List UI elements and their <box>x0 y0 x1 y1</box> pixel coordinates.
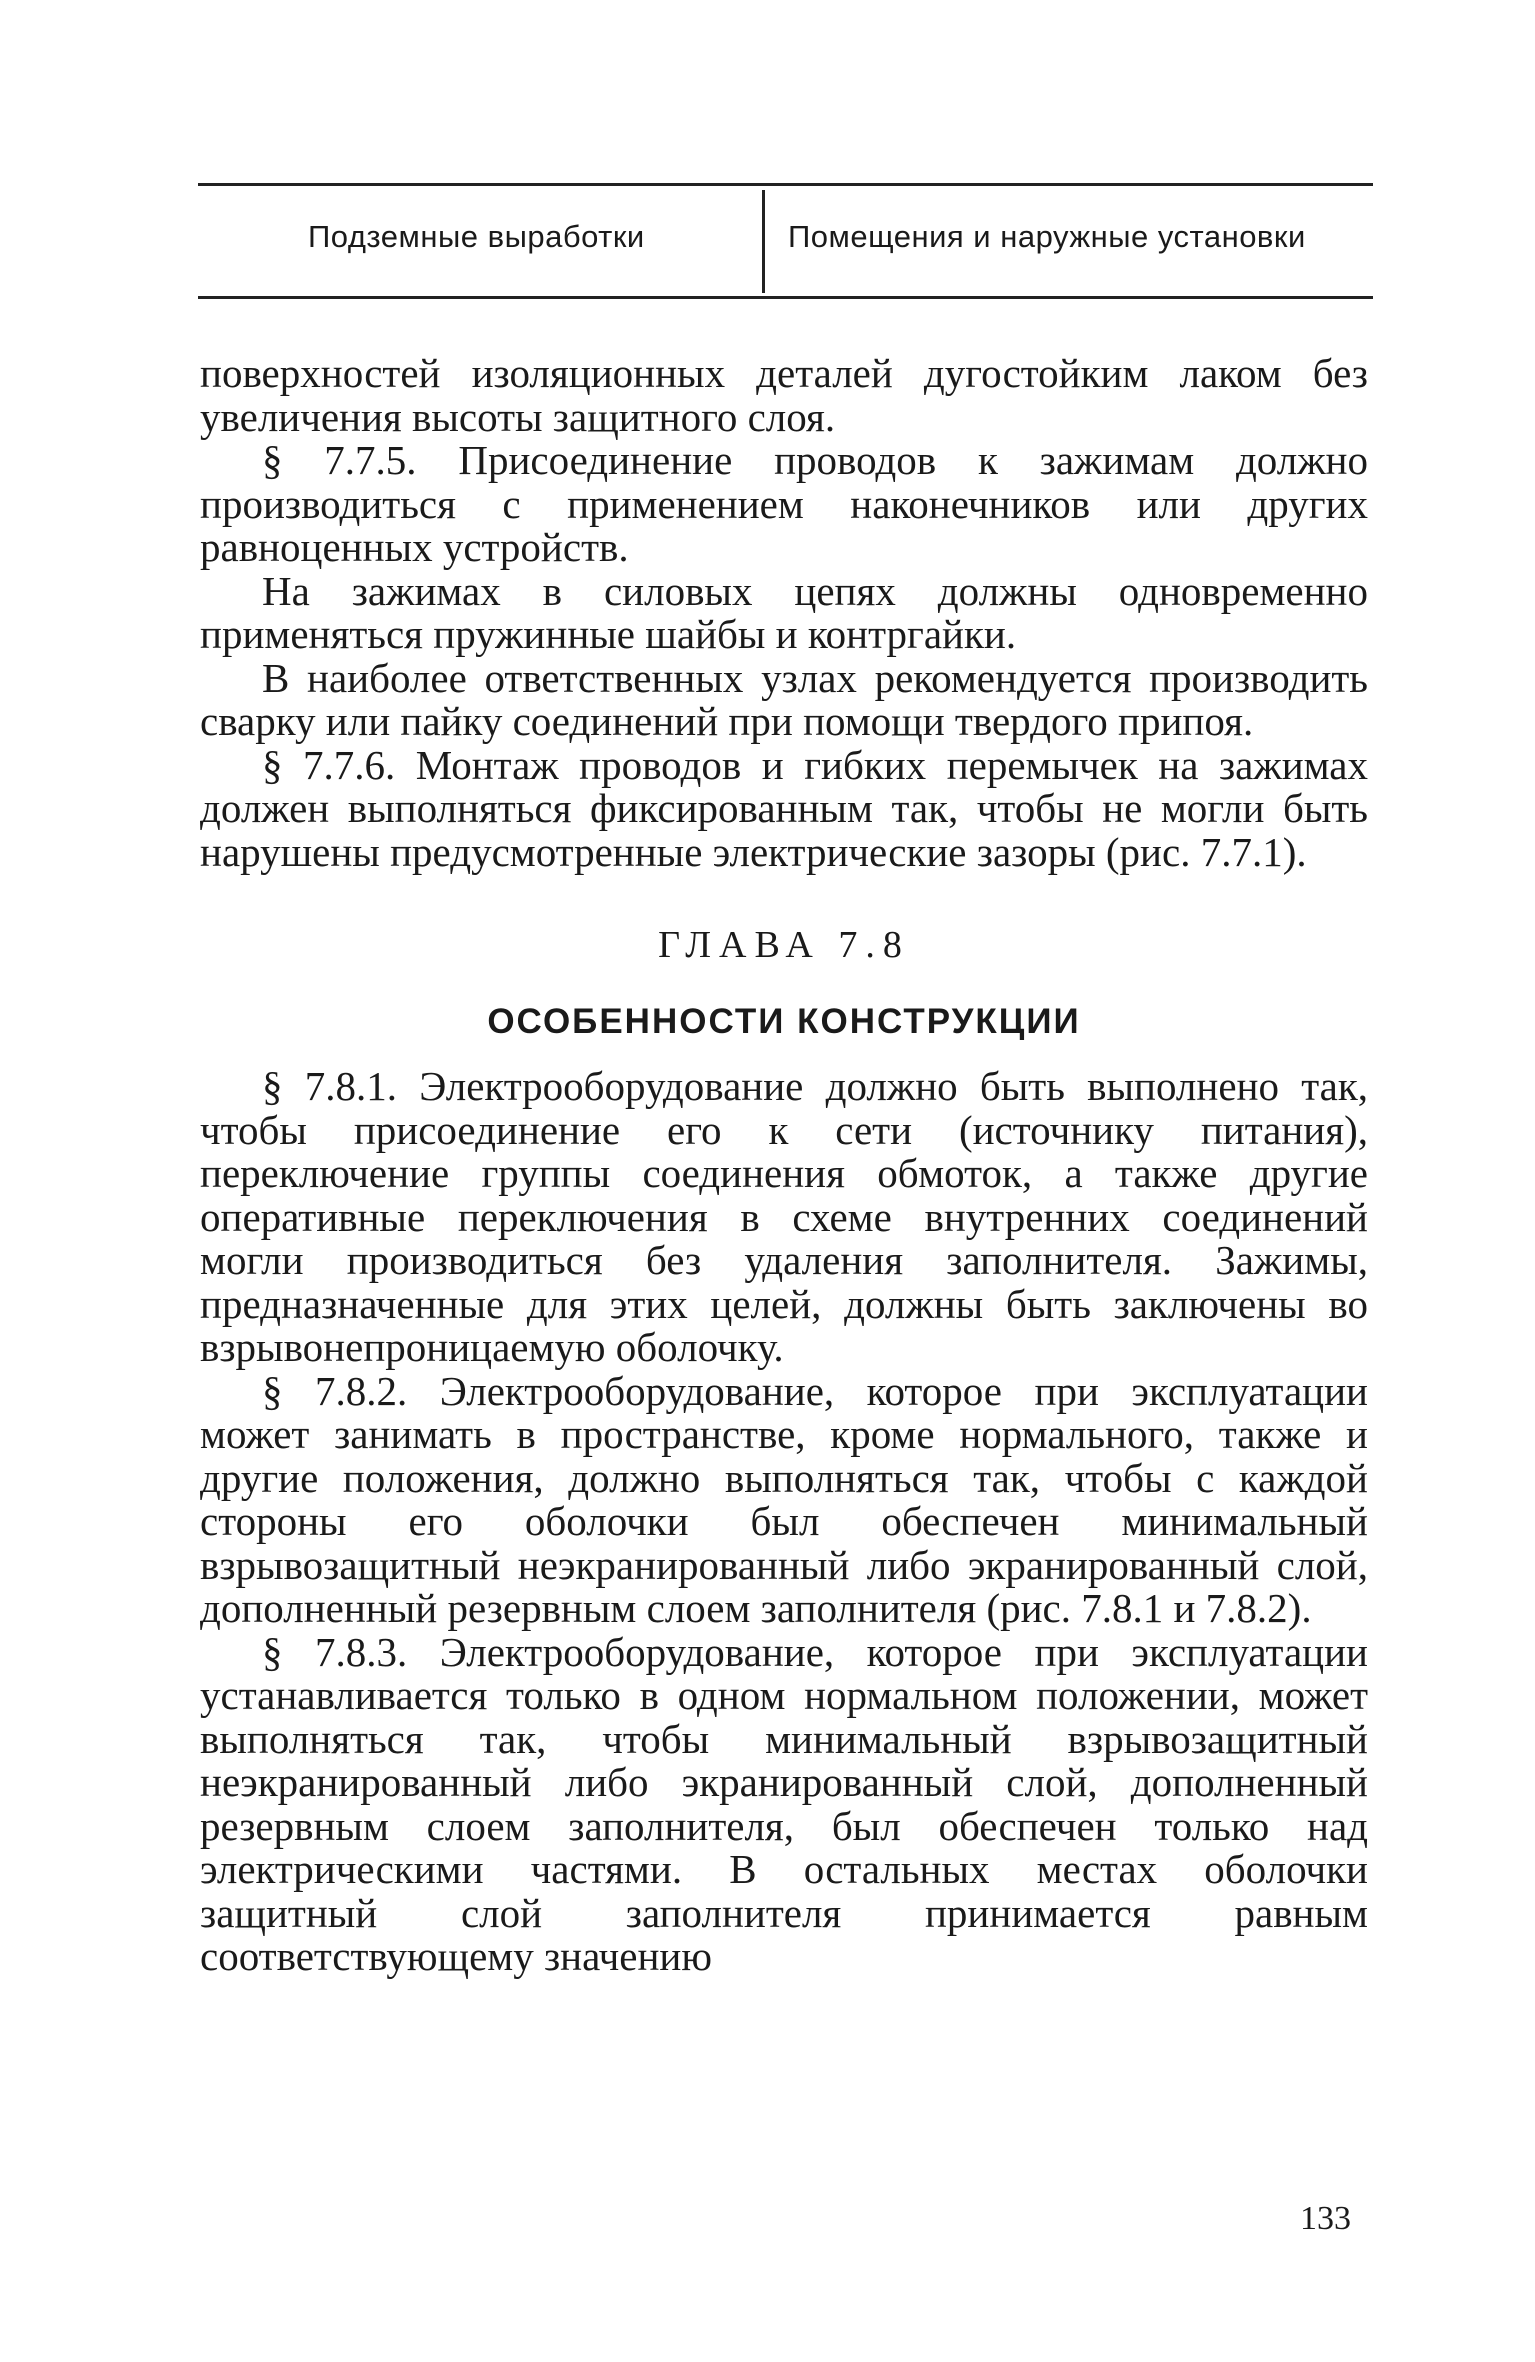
running-header <box>198 183 1373 300</box>
paragraph-7-8-2: § 7.8.2. Электрооборудование, которое при эксплуатации может занимать в пространстве, кроме нормального, также и другие положения, должно выполняться так, чтобы с каждой стороны его оболочки был обеспечен минимальный взрывозащитный неэкранированный либо экранированный слой, дополненный резервным слоем заполнителя (рис. 7.8.1 и 7.8.2). <box>200 1367 1368 1631</box>
paragraph-7-7-5: § 7.7.5. Присоединение проводов к зажимам должно производиться с применением наконечников или других равноценных устройств. <box>200 437 1368 570</box>
chapter-label: ГЛАВА 7.8 <box>658 924 910 966</box>
paragraph: поверхностей изоляционных деталей дугостойким лаком без увеличения высоты защитного слоя. <box>200 350 1368 440</box>
page-number: 133 <box>1300 2200 1351 2237</box>
paragraph-7-7-6: § 7.7.6. Монтаж проводов и гибких перемычек на зажимах должен выполняться фиксированным так, чтобы не могли быть нарушены предусмотренные электрические зазоры (рис. 7.7.1). <box>200 741 1368 875</box>
header-bottom-rule <box>198 296 1373 299</box>
body-text <box>200 352 1368 1979</box>
chapter-title: ОСОБЕННОСТИ КОНСТРУКЦИИ <box>487 1002 1081 1041</box>
paragraph: В наиболее ответственных узлах рекомендуется производить сварку или пайку соединений при помощи твердого припоя. <box>200 654 1368 744</box>
paragraph-7-8-1: § 7.8.1. Электрооборудование должно быть выполнено так, чтобы присоединение его к сети (источнику питания), переключение группы соединения обмоток, а также другие оперативные переключения в схеме внутренних соединений могли производиться без удаления заполнителя. Зажимы, предназначенные для этих целей, должны быть заключены во взрывонепроницаемую оболочку. <box>200 1063 1368 1370</box>
header-left-title: Подземные выработки <box>308 219 645 254</box>
header-top-rule <box>198 183 1373 186</box>
header-column-divider <box>762 190 765 293</box>
paragraph: На зажимах в силовых цепях должны одновременно применяться пружинные шайбы и контргайки. <box>200 567 1368 657</box>
header-right-title: Помещения и наружные установки <box>788 219 1306 254</box>
paragraph-7-8-3: § 7.8.3. Электрооборудование, которое при эксплуатации устанавливается только в одном нормальном положении, может выполняться так, чтобы минимальный взрывозащитный неэкранированный либо экранированный слой, дополненный резервным слоем заполнителя, был обеспечен только над электрическими частями. В остальных местах оболочки защитный слой заполнителя принимается равным соответствующему значению <box>200 1628 1368 1979</box>
